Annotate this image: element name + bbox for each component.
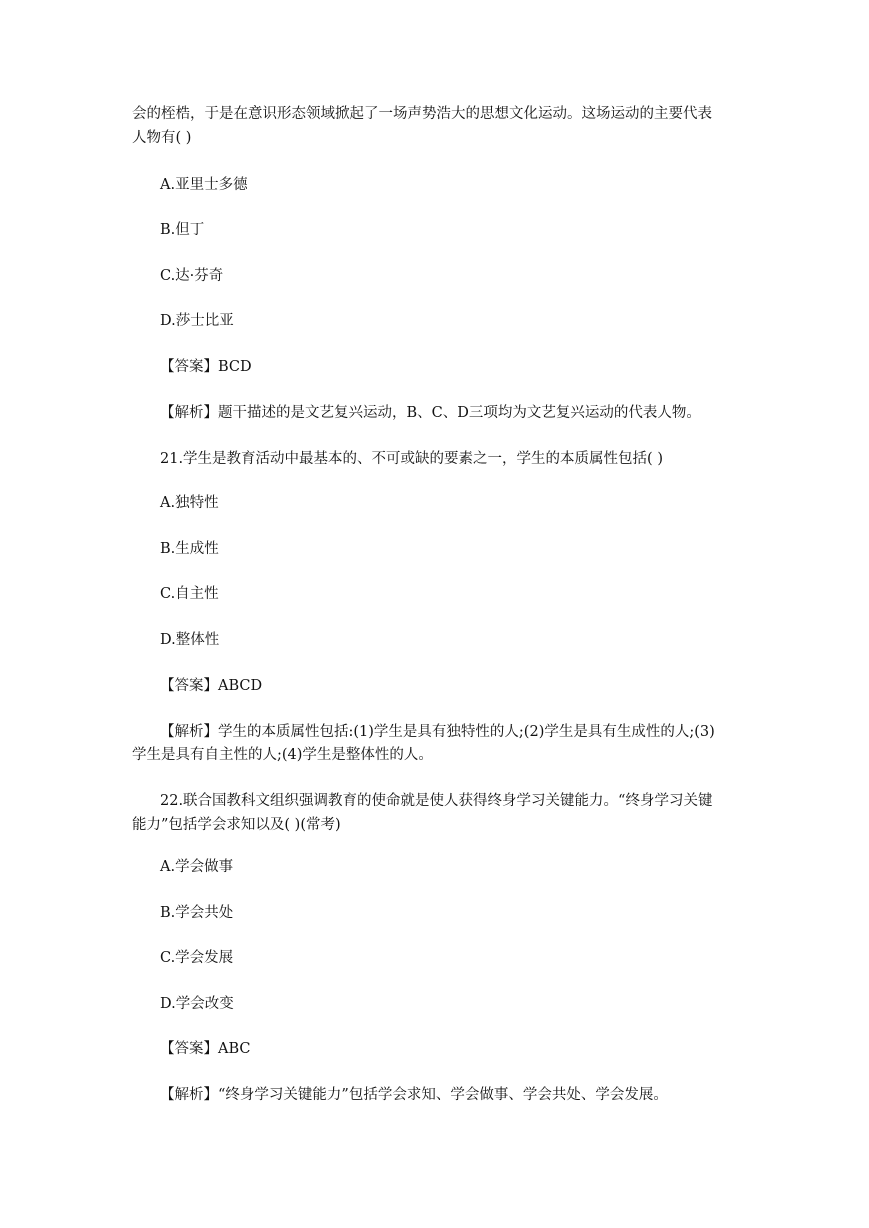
q21-answer: 【答案】ABCD (160, 678, 263, 694)
q20-option-c: C.达·芬奇 (160, 268, 224, 284)
q20-option-d: D.莎士比亚 (160, 313, 234, 329)
q22-option-a: A.学会做事 (160, 859, 234, 875)
q20-option-b: B.但丁 (160, 222, 205, 238)
q22-stem-line-1: 22.联合国教科文组织强调教育的使命就是使人获得终身学习关键能力。“终身学习关键 (160, 793, 713, 809)
q21-option-d: D.整体性 (160, 632, 220, 648)
q20-stem-line-2: 人物有( ) (132, 130, 192, 146)
q21-analysis-line-1: 【解析】学生的本质属性包括:(1)学生是具有独特性的人;(2)学生是具有生成性的人;(3) (160, 724, 715, 740)
q21-option-a: A.独特性 (160, 495, 219, 511)
q22-stem-line-2: 能力”包括学会求知以及( )(常考) (132, 817, 341, 833)
q21-option-b: B.生成性 (160, 541, 219, 557)
q22-answer: 【答案】ABC (160, 1041, 251, 1057)
q22-analysis: 【解析】“终身学习关键能力”包括学会求知、学会做事、学会共处、学会发展。 (160, 1087, 668, 1103)
q20-analysis: 【解析】题干描述的是文艺复兴运动，B、C、D三项均为文艺复兴运动的代表人物。 (160, 405, 701, 421)
q20-stem-line-1: 会的桎梏，于是在意识形态领域掀起了一场声势浩大的思想文化运动。这场运动的主要代表 (132, 106, 712, 122)
q21-analysis-line-2: 学生是具有自主性的人;(4)学生是整体性的人。 (132, 747, 433, 763)
q22-option-c: C.学会发展 (160, 950, 234, 966)
q22-option-b: B.学会共处 (160, 905, 234, 921)
q22-option-d: D.学会改变 (160, 996, 234, 1012)
q21-stem: 21.学生是教育活动中最基本的、不可或缺的要素之一，学生的本质属性包括( ) (160, 451, 663, 467)
q20-option-a: A.亚里士多德 (160, 177, 248, 193)
q21-option-c: C.自主性 (160, 586, 219, 602)
q20-answer: 【答案】BCD (160, 359, 252, 375)
